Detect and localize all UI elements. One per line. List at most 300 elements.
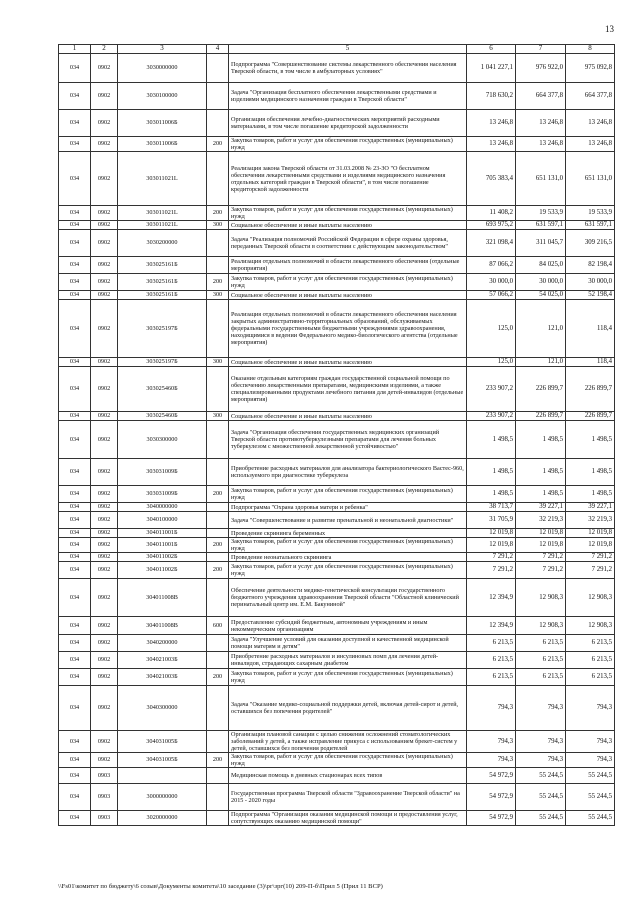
cell-description: Подпрограмма "Охрана здоровья матери и ребенка" xyxy=(229,503,467,512)
column-number: 7 xyxy=(516,45,566,54)
cell-amount-col8: 6 213,5 xyxy=(566,635,615,652)
cell-expense-type: 200 xyxy=(207,206,229,221)
cell-expense-type: 200 xyxy=(207,137,229,152)
cell-target-article: 3040000000 xyxy=(118,503,207,512)
cell-amount-col7: 121,0 xyxy=(516,358,566,367)
cell-amount-col7: 794,3 xyxy=(516,731,566,753)
cell-amount-col6: 693 975,2 xyxy=(467,221,516,230)
cell-amount-col8: 55 244,5 xyxy=(566,768,615,784)
cell-section-code: 0902 xyxy=(91,221,118,230)
cell-expense-type xyxy=(207,768,229,784)
cell-amount-col8: 55 244,5 xyxy=(566,784,615,811)
cell-amount-col7: 664 377,8 xyxy=(516,83,566,110)
cell-target-article: 3020000000 xyxy=(118,811,207,826)
cell-target-article: 304021003Б xyxy=(118,652,207,669)
cell-description: Задача "Организация обеспечения государственных медицинских организаций Тверской области противотуберкулезными препаратами для лечения больных туберкулезом с множественной лекарственной устойчивостью" xyxy=(229,421,467,459)
cell-amount-col8: 13 246,8 xyxy=(566,137,615,152)
cell-expense-type: 300 xyxy=(207,358,229,367)
cell-amount-col8: 82 198,4 xyxy=(566,257,615,274)
cell-amount-col8: 794,3 xyxy=(566,753,615,768)
cell-description: Предоставление субсидий бюджетным, автономным учреждениям и иным некоммерческим организациям xyxy=(229,617,467,635)
cell-amount-col8: 226 899,7 xyxy=(566,412,615,421)
cell-expense-type: 200 xyxy=(207,274,229,291)
table-row xyxy=(59,291,615,300)
cell-amount-col6: 7 291,2 xyxy=(467,562,516,579)
cell-amount-col7: 39 227,1 xyxy=(516,503,566,512)
table-row xyxy=(59,538,615,553)
cell-amount-col8: 7 291,2 xyxy=(566,562,615,579)
cell-amount-col7: 6 213,5 xyxy=(516,652,566,669)
cell-section-code: 0902 xyxy=(91,152,118,206)
cell-section-code: 0902 xyxy=(91,459,118,486)
table-row xyxy=(59,731,615,753)
cell-expense-type: 200 xyxy=(207,562,229,579)
cell-target-article: 3000000000 xyxy=(118,784,207,811)
cell-section-code: 0902 xyxy=(91,652,118,669)
cell-description: Закупка товаров, работ и услуг для обеспечения государственных (муниципальных) нужд xyxy=(229,753,467,768)
cell-amount-col6: 13 246,8 xyxy=(467,137,516,152)
cell-amount-col7: 13 246,8 xyxy=(516,110,566,137)
column-number-row xyxy=(59,45,615,54)
table-row xyxy=(59,562,615,579)
cell-amount-col7: 7 291,2 xyxy=(516,562,566,579)
cell-description: Социальное обеспечение и иные выплаты населению xyxy=(229,291,467,300)
cell-amount-col6: 6 213,5 xyxy=(467,635,516,652)
column-number: 4 xyxy=(207,45,229,54)
cell-amount-col8: 118,4 xyxy=(566,358,615,367)
cell-target-article: 304011002Б xyxy=(118,553,207,562)
table-row xyxy=(59,512,615,529)
cell-admin-code: 034 xyxy=(59,421,91,459)
cell-description: Закупка товаров, работ и услуг для обеспечения государственных (муниципальных) нужд xyxy=(229,206,467,221)
cell-amount-col7: 651 131,0 xyxy=(516,152,566,206)
cell-description: Закупка товаров, работ и услуг для обеспечения государственных (муниципальных) нужд xyxy=(229,486,467,503)
cell-target-article: 303025161Б xyxy=(118,274,207,291)
cell-expense-type xyxy=(207,110,229,137)
table-row xyxy=(59,221,615,230)
cell-section-code: 0903 xyxy=(91,811,118,826)
table-row xyxy=(59,110,615,137)
cell-amount-col8: 1 498,5 xyxy=(566,459,615,486)
table-row xyxy=(59,669,615,686)
cell-admin-code: 034 xyxy=(59,768,91,784)
cell-admin-code: 034 xyxy=(59,753,91,768)
table-row xyxy=(59,83,615,110)
cell-section-code: 0902 xyxy=(91,83,118,110)
cell-description: Задача "Организация бесплатного обеспечения лекарственными средствами и изделиями медицинского назначения граждан в Тверской области" xyxy=(229,83,467,110)
table-row xyxy=(59,206,615,221)
cell-description: Государственная программа Тверской области "Здравоохранение Тверской области" на 2015 - 2020 годы xyxy=(229,784,467,811)
table-row xyxy=(59,811,615,826)
cell-admin-code: 034 xyxy=(59,221,91,230)
cell-amount-col6: 12 394,9 xyxy=(467,579,516,617)
cell-admin-code: 034 xyxy=(59,562,91,579)
cell-description: Закупка товаров, работ и услуг для обеспечения государственных (муниципальных) нужд xyxy=(229,137,467,152)
cell-amount-col7: 32 219,3 xyxy=(516,512,566,529)
cell-admin-code: 034 xyxy=(59,784,91,811)
cell-amount-col7: 311 045,7 xyxy=(516,230,566,257)
cell-section-code: 0902 xyxy=(91,579,118,617)
cell-target-article: 3030200000 xyxy=(118,230,207,257)
cell-amount-col7: 1 498,5 xyxy=(516,459,566,486)
cell-amount-col7: 12 908,3 xyxy=(516,617,566,635)
table-row xyxy=(59,529,615,538)
cell-amount-col6: 1 498,5 xyxy=(467,421,516,459)
cell-section-code: 0902 xyxy=(91,753,118,768)
cell-expense-type xyxy=(207,784,229,811)
cell-target-article: 303025161Б xyxy=(118,291,207,300)
cell-amount-col6: 125,0 xyxy=(467,300,516,358)
cell-amount-col8: 12 908,3 xyxy=(566,579,615,617)
cell-amount-col6: 7 291,2 xyxy=(467,553,516,562)
cell-admin-code: 034 xyxy=(59,291,91,300)
cell-description: Закупка товаров, работ и услуг для обеспечения государственных (муниципальных) нужд xyxy=(229,538,467,553)
cell-amount-col8: 12 019,8 xyxy=(566,538,615,553)
cell-amount-col6: 1 041 227,1 xyxy=(467,54,516,83)
cell-amount-col7: 6 213,5 xyxy=(516,669,566,686)
cell-admin-code: 034 xyxy=(59,617,91,635)
cell-section-code: 0903 xyxy=(91,784,118,811)
table-row xyxy=(59,503,615,512)
cell-section-code: 0902 xyxy=(91,503,118,512)
cell-amount-col7: 30 000,0 xyxy=(516,274,566,291)
cell-amount-col7: 55 244,5 xyxy=(516,811,566,826)
cell-amount-col6: 12 019,8 xyxy=(467,538,516,553)
table-row xyxy=(59,274,615,291)
cell-expense-type xyxy=(207,152,229,206)
cell-expense-type xyxy=(207,54,229,83)
cell-amount-col8: 19 533,9 xyxy=(566,206,615,221)
cell-expense-type xyxy=(207,635,229,652)
cell-target-article: 303025161Б xyxy=(118,257,207,274)
cell-expense-type: 300 xyxy=(207,291,229,300)
cell-amount-col7: 1 498,5 xyxy=(516,486,566,503)
cell-admin-code: 034 xyxy=(59,300,91,358)
cell-expense-type: 300 xyxy=(207,221,229,230)
cell-description: Реализация отдельных полномочий в области лекарственного обеспечения населения закрытых административно-территориальных образований, обслуживаемых федеральными государственными бюджетными учреждениями здравоохранения, находящимися в ведении Федерального медико-биологического агентства (отдельные мероприятия) xyxy=(229,300,467,358)
cell-admin-code: 034 xyxy=(59,529,91,538)
cell-target-article: 304021003Б xyxy=(118,669,207,686)
cell-section-code: 0902 xyxy=(91,686,118,731)
table-row xyxy=(59,54,615,83)
cell-amount-col6: 1 498,5 xyxy=(467,459,516,486)
cell-target-article: 3040300000 xyxy=(118,686,207,731)
cell-section-code: 0903 xyxy=(91,768,118,784)
cell-target-article: 303011021L xyxy=(118,221,207,230)
cell-expense-type: 200 xyxy=(207,753,229,768)
cell-description: Проведение скрининга беременных xyxy=(229,529,467,538)
cell-expense-type: 200 xyxy=(207,669,229,686)
cell-amount-col8: 6 213,5 xyxy=(566,652,615,669)
cell-section-code: 0902 xyxy=(91,291,118,300)
cell-target-article: 303011021L xyxy=(118,206,207,221)
table-row xyxy=(59,579,615,617)
cell-expense-type xyxy=(207,652,229,669)
cell-target-article: 3030000000 xyxy=(118,54,207,83)
cell-admin-code: 034 xyxy=(59,579,91,617)
cell-amount-col6: 87 066,2 xyxy=(467,257,516,274)
page-number: 13 xyxy=(605,24,614,34)
cell-target-article: 303031009Б xyxy=(118,486,207,503)
cell-expense-type xyxy=(207,686,229,731)
column-number: 3 xyxy=(118,45,207,54)
cell-amount-col8: 1 498,5 xyxy=(566,486,615,503)
cell-target-article: 304011001Б xyxy=(118,529,207,538)
table-row xyxy=(59,421,615,459)
cell-section-code: 0902 xyxy=(91,562,118,579)
cell-amount-col6: 12 394,9 xyxy=(467,617,516,635)
cell-expense-type xyxy=(207,579,229,617)
cell-amount-col8: 55 244,5 xyxy=(566,811,615,826)
cell-amount-col7: 976 922,0 xyxy=(516,54,566,83)
cell-admin-code: 034 xyxy=(59,669,91,686)
table-row xyxy=(59,230,615,257)
cell-amount-col7: 19 533,9 xyxy=(516,206,566,221)
cell-description: Задача "Совершенствование и развитие пренатальной и неонатальной диагностики" xyxy=(229,512,467,529)
cell-description: Организация плановой санации с целью снижения осложнений стоматологических заболеваний у детей, а также исправление прикуса с использованием брекет-систем у детей, оставшихся без попечения родителей xyxy=(229,731,467,753)
cell-admin-code: 034 xyxy=(59,512,91,529)
table-row xyxy=(59,617,615,635)
cell-amount-col8: 7 291,2 xyxy=(566,553,615,562)
cell-expense-type xyxy=(207,512,229,529)
cell-expense-type xyxy=(207,83,229,110)
table-row xyxy=(59,686,615,731)
cell-admin-code: 034 xyxy=(59,503,91,512)
table-row xyxy=(59,137,615,152)
cell-section-code: 0902 xyxy=(91,358,118,367)
cell-section-code: 0902 xyxy=(91,617,118,635)
cell-expense-type: 600 xyxy=(207,617,229,635)
cell-admin-code: 034 xyxy=(59,412,91,421)
cell-expense-type xyxy=(207,731,229,753)
cell-admin-code: 034 xyxy=(59,635,91,652)
cell-description: Закупка товаров, работ и услуг для обеспечения государственных (муниципальных) нужд xyxy=(229,669,467,686)
cell-amount-col6: 12 019,8 xyxy=(467,529,516,538)
cell-amount-col6: 1 498,5 xyxy=(467,486,516,503)
cell-target-article: 303031009Б xyxy=(118,459,207,486)
table-row xyxy=(59,784,615,811)
cell-target-article: 3030100000 xyxy=(118,83,207,110)
table-row xyxy=(59,257,615,274)
cell-section-code: 0902 xyxy=(91,257,118,274)
cell-expense-type xyxy=(207,257,229,274)
cell-description: Медицинская помощь в дневных стационарах всех типов xyxy=(229,768,467,784)
cell-amount-col7: 794,3 xyxy=(516,753,566,768)
cell-admin-code: 034 xyxy=(59,811,91,826)
cell-amount-col7: 13 246,8 xyxy=(516,137,566,152)
cell-admin-code: 034 xyxy=(59,459,91,486)
cell-expense-type xyxy=(207,421,229,459)
cell-amount-col8: 794,3 xyxy=(566,731,615,753)
table-row xyxy=(59,412,615,421)
cell-target-article: 3040200000 xyxy=(118,635,207,652)
cell-amount-col7: 12 908,3 xyxy=(516,579,566,617)
cell-target-article: 304031005Б xyxy=(118,753,207,768)
cell-amount-col7: 55 244,5 xyxy=(516,768,566,784)
cell-amount-col8: 1 498,5 xyxy=(566,421,615,459)
cell-amount-col6: 6 213,5 xyxy=(467,669,516,686)
cell-amount-col6: 54 972,9 xyxy=(467,784,516,811)
cell-amount-col8: 39 227,1 xyxy=(566,503,615,512)
cell-section-code: 0902 xyxy=(91,54,118,83)
cell-amount-col7: 121,0 xyxy=(516,300,566,358)
cell-description: Подпрограмма "Совершенствование системы лекарственного обеспечения населения Тверской области, в том числе в амбулаторных условиях" xyxy=(229,54,467,83)
cell-amount-col7: 1 498,5 xyxy=(516,421,566,459)
table-row xyxy=(59,152,615,206)
cell-amount-col7: 6 213,5 xyxy=(516,635,566,652)
cell-section-code: 0902 xyxy=(91,137,118,152)
cell-section-code: 0902 xyxy=(91,553,118,562)
cell-admin-code: 034 xyxy=(59,274,91,291)
cell-admin-code: 034 xyxy=(59,553,91,562)
column-number: 8 xyxy=(566,45,615,54)
cell-description: Закупка товаров, работ и услуг для обеспечения государственных (муниципальных) нужд xyxy=(229,274,467,291)
cell-admin-code: 034 xyxy=(59,54,91,83)
cell-description: Реализация отдельных полномочий в области лекарственного обеспечения (отдельные мероприятия) xyxy=(229,257,467,274)
cell-target-article: 303025197Б xyxy=(118,358,207,367)
cell-admin-code: 034 xyxy=(59,731,91,753)
cell-amount-col8: 118,4 xyxy=(566,300,615,358)
cell-amount-col7: 12 019,8 xyxy=(516,538,566,553)
cell-amount-col6: 705 383,4 xyxy=(467,152,516,206)
cell-amount-col7: 631 597,1 xyxy=(516,221,566,230)
cell-admin-code: 034 xyxy=(59,538,91,553)
table-row xyxy=(59,367,615,412)
table-row xyxy=(59,753,615,768)
cell-amount-col6: 11 408,2 xyxy=(467,206,516,221)
cell-target-article: 304031005Б xyxy=(118,731,207,753)
cell-amount-col6: 794,3 xyxy=(467,731,516,753)
cell-section-code: 0902 xyxy=(91,206,118,221)
cell-amount-col6: 321 098,4 xyxy=(467,230,516,257)
cell-section-code: 0902 xyxy=(91,300,118,358)
table-row xyxy=(59,486,615,503)
cell-target-article: 303025197Б xyxy=(118,300,207,358)
cell-target-article: 304011008В xyxy=(118,617,207,635)
table-row xyxy=(59,652,615,669)
cell-admin-code: 034 xyxy=(59,137,91,152)
cell-expense-type xyxy=(207,459,229,486)
cell-section-code: 0902 xyxy=(91,512,118,529)
cell-section-code: 0902 xyxy=(91,731,118,753)
cell-expense-type: 200 xyxy=(207,486,229,503)
cell-amount-col8: 52 198,4 xyxy=(566,291,615,300)
table-row xyxy=(59,553,615,562)
cell-expense-type: 200 xyxy=(207,538,229,553)
cell-description: Приобретение расходных материалов и инсулиновых помп для лечения детей-инвалидов, страдающих сахарным диабетом xyxy=(229,652,467,669)
cell-target-article: 304011008В xyxy=(118,579,207,617)
cell-admin-code: 034 xyxy=(59,206,91,221)
column-number: 5 xyxy=(229,45,467,54)
table-row xyxy=(59,358,615,367)
cell-description: Социальное обеспечение и иные выплаты населению xyxy=(229,358,467,367)
column-number: 2 xyxy=(91,45,118,54)
cell-section-code: 0902 xyxy=(91,421,118,459)
cell-amount-col7: 55 244,5 xyxy=(516,784,566,811)
cell-expense-type xyxy=(207,367,229,412)
cell-amount-col6: 125,0 xyxy=(467,358,516,367)
cell-amount-col6: 30 000,0 xyxy=(467,274,516,291)
cell-section-code: 0902 xyxy=(91,538,118,553)
cell-description: Приобретение расходных материалов для анализатора бактериологического Вастес-960, используемого при диагностике туберкулеза xyxy=(229,459,467,486)
table-body xyxy=(59,45,615,826)
cell-expense-type: 300 xyxy=(207,412,229,421)
cell-amount-col7: 226 899,7 xyxy=(516,367,566,412)
cell-amount-col6: 13 246,8 xyxy=(467,110,516,137)
cell-amount-col8: 226 899,7 xyxy=(566,367,615,412)
cell-admin-code: 034 xyxy=(59,358,91,367)
cell-amount-col8: 651 131,0 xyxy=(566,152,615,206)
cell-target-article: 303011021L xyxy=(118,152,207,206)
cell-amount-col6: 233 907,2 xyxy=(467,367,516,412)
cell-amount-col6: 6 213,5 xyxy=(467,652,516,669)
cell-admin-code: 034 xyxy=(59,110,91,137)
cell-amount-col6: 794,3 xyxy=(467,753,516,768)
cell-admin-code: 034 xyxy=(59,83,91,110)
cell-amount-col8: 309 216,5 xyxy=(566,230,615,257)
cell-section-code: 0902 xyxy=(91,367,118,412)
table-row xyxy=(59,768,615,784)
cell-target-article: 303011006Б xyxy=(118,110,207,137)
cell-amount-col6: 54 972,9 xyxy=(467,768,516,784)
cell-admin-code: 034 xyxy=(59,152,91,206)
cell-admin-code: 034 xyxy=(59,486,91,503)
table-row xyxy=(59,300,615,358)
cell-admin-code: 034 xyxy=(59,230,91,257)
cell-target-article: 304011002Б xyxy=(118,562,207,579)
cell-description: Социальное обеспечение и иные выплаты населению xyxy=(229,221,467,230)
cell-target-article: 304011001Б xyxy=(118,538,207,553)
cell-section-code: 0902 xyxy=(91,110,118,137)
cell-expense-type xyxy=(207,300,229,358)
cell-amount-col6: 57 066,2 xyxy=(467,291,516,300)
cell-expense-type xyxy=(207,503,229,512)
cell-amount-col8: 664 377,8 xyxy=(566,83,615,110)
cell-target-article: 3030300000 xyxy=(118,421,207,459)
cell-target-article: 303025460Б xyxy=(118,367,207,412)
cell-amount-col8: 6 213,5 xyxy=(566,669,615,686)
column-number: 6 xyxy=(467,45,516,54)
cell-admin-code: 034 xyxy=(59,257,91,274)
cell-description: Оказание отдельным категориям граждан государственной социальной помощи по обеспечению лекарственными препаратами, медицинскими изделиями, а также специализированными продуктами лечебного питания для детей-инвалидов (отдельные мероприятия) xyxy=(229,367,467,412)
cell-section-code: 0902 xyxy=(91,529,118,538)
cell-description: Организация обеспечения лечебно-диагностических мероприятий расходными материалами, в том числе погашение кредиторской задолженности xyxy=(229,110,467,137)
cell-section-code: 0902 xyxy=(91,274,118,291)
budget-sheet xyxy=(58,44,614,826)
cell-section-code: 0902 xyxy=(91,486,118,503)
cell-description: Реализация закона Тверской области от 31.03.2008 № 23-ЗО "О бесплатном обеспечении лекарственными средствами и изделиями медицинского назначения отдельных категорий граждан в Тверской области", в том числе погашение кредиторской задолженности xyxy=(229,152,467,206)
cell-amount-col8: 12 908,3 xyxy=(566,617,615,635)
cell-description: Проведение неонатального скрининга xyxy=(229,553,467,562)
cell-admin-code: 034 xyxy=(59,652,91,669)
cell-description: Задача "Реализация полномочий Российской Федерации в сфере охраны здоровья, переданных Тверской области в соответствии с действующим законодательством" xyxy=(229,230,467,257)
budget-table xyxy=(58,44,615,826)
footer-file-path: \\Fs01\комитет по бюджету\6 созыв\Документы комитета\10 заседание (3)\рг\зрг(10) 209-П-б\Прил 5 (Прил 11 ВСР) xyxy=(58,883,383,890)
cell-target-article: 303025460Б xyxy=(118,412,207,421)
cell-description: Подпрограмма "Организация оказания медицинской помощи и предоставления услуг, сопутствующих оказанию медицинской помощи" xyxy=(229,811,467,826)
cell-expense-type xyxy=(207,230,229,257)
cell-expense-type xyxy=(207,553,229,562)
cell-admin-code: 034 xyxy=(59,367,91,412)
cell-amount-col8: 794,3 xyxy=(566,686,615,731)
cell-expense-type xyxy=(207,529,229,538)
cell-expense-type xyxy=(207,811,229,826)
cell-amount-col6: 718 630,2 xyxy=(467,83,516,110)
table-row xyxy=(59,635,615,652)
cell-amount-col6: 794,3 xyxy=(467,686,516,731)
cell-amount-col8: 631 597,1 xyxy=(566,221,615,230)
cell-description: Задача "Оказание медико-социальной поддержки детей, включая детей-сирот и детей, оставшихся без попечения родителей" xyxy=(229,686,467,731)
